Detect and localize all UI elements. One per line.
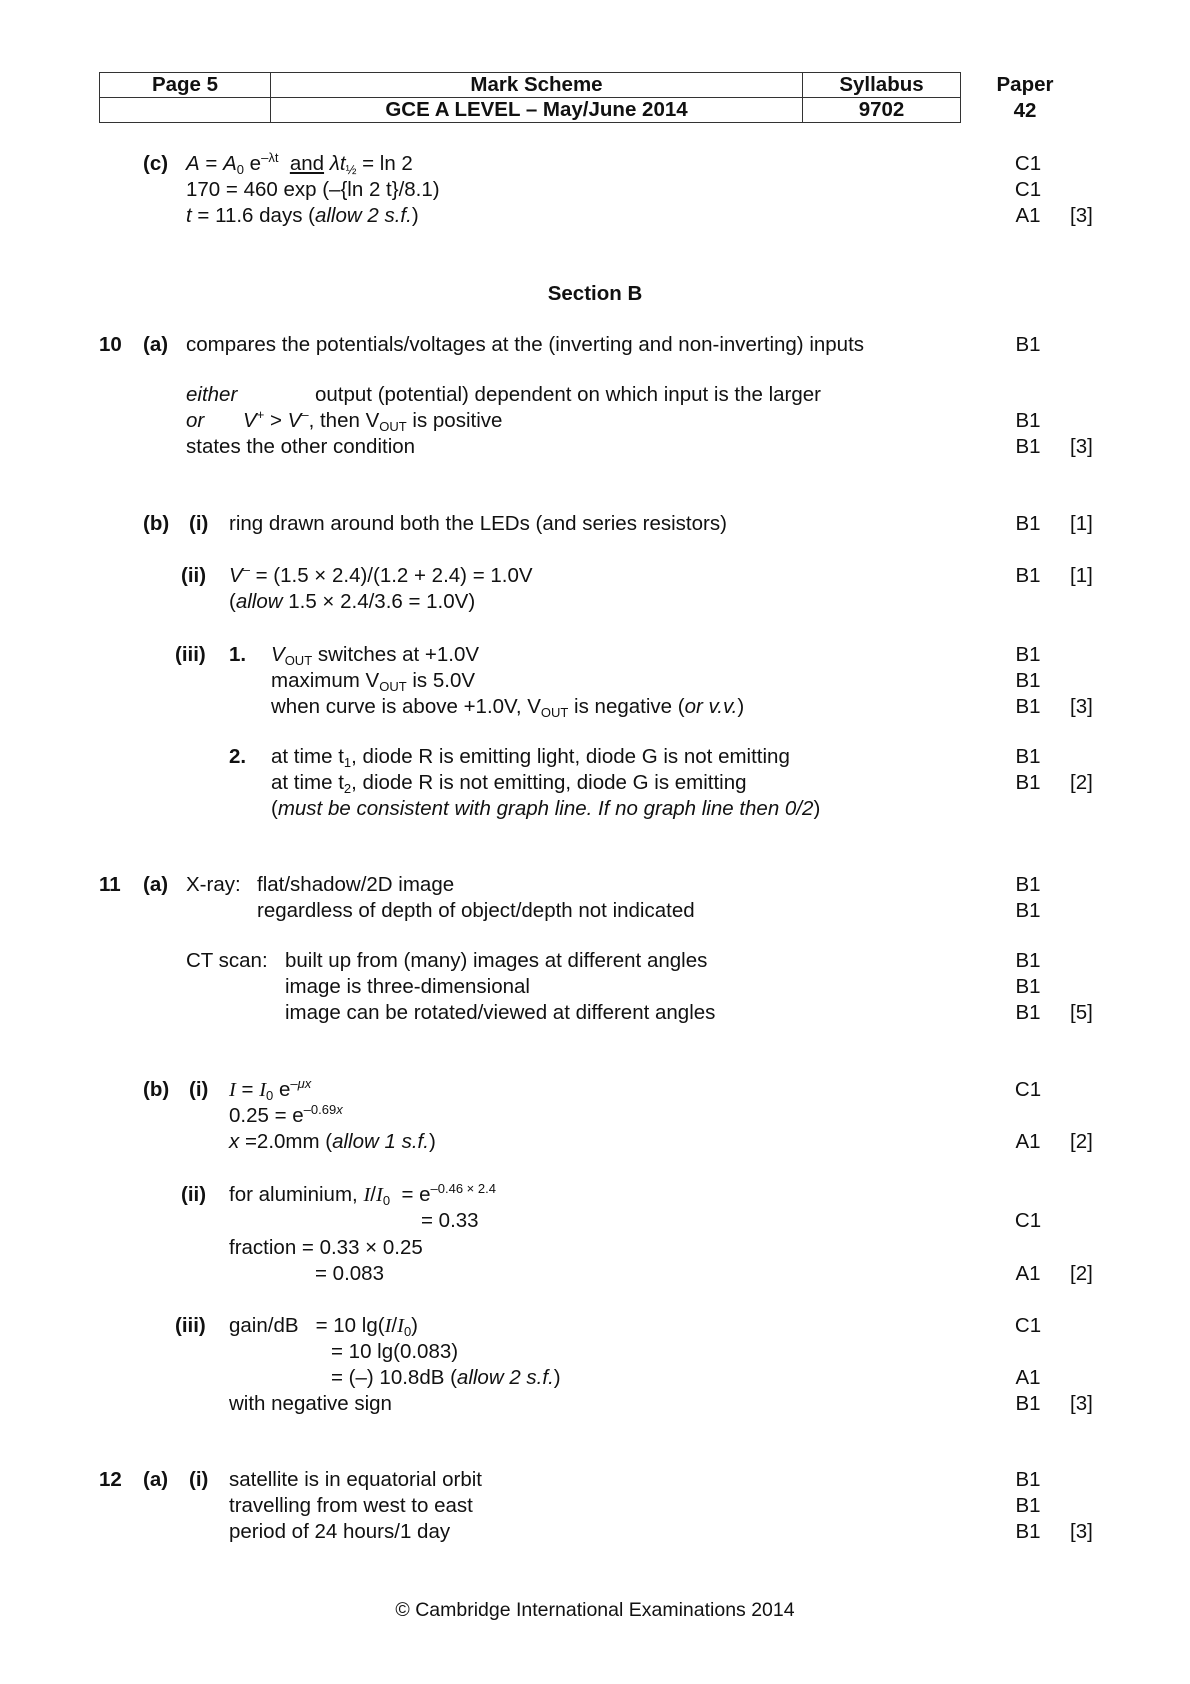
total-marks: [5]	[1070, 1001, 1093, 1024]
part-label: (a)	[143, 873, 169, 896]
total-marks: [3]	[1070, 1520, 1093, 1543]
q10biii2-line1: at time $t_1$, diode R is emitting light, diode G is not emitting	[271, 745, 790, 770]
mark: B1	[1015, 949, 1041, 972]
q10bi-text: ring drawn around both the LEDs (and series resistors)	[229, 512, 727, 535]
q11biii-line3: = (–) 10.8dB (allow 2 s.f.)	[331, 1366, 561, 1389]
part-label: (b)	[143, 512, 170, 535]
q10a-or: or	[186, 409, 205, 432]
mark: B1	[1015, 333, 1041, 356]
item-number: 2.	[229, 745, 247, 768]
total-marks: [3]	[1070, 695, 1093, 718]
section-title: Section B	[547, 282, 643, 305]
page-label: Page 5	[100, 73, 271, 98]
q11a-xray-1: flat/shadow/2D image	[257, 873, 455, 896]
q10a-other: states the other condition	[186, 435, 416, 458]
subpart-label: (ii)	[181, 564, 207, 587]
mark: C1	[1014, 152, 1042, 175]
subpart-label: (i)	[189, 1078, 209, 1101]
q10biii1-line3: when curve is above +1.0V, $V_{OUT}$ is negative (or v.v.)	[271, 695, 745, 720]
total-marks: [3]	[1070, 435, 1093, 458]
q10a-line1: compares the potentials/voltages at the (inverting and non-inverting) inputs	[186, 333, 865, 356]
q10biii2-line3: (must be consistent with graph line. If no graph line then 0/2)	[271, 797, 821, 820]
q9c-and: and	[289, 152, 325, 175]
mark: B1	[1015, 975, 1041, 998]
mark: A1	[1015, 1366, 1041, 1389]
q11biii-line1: gain/dB = 10 $\lg(I/I_0)$	[229, 1314, 418, 1339]
mark: B1	[1015, 873, 1041, 896]
question-number: 10	[99, 333, 122, 356]
q9c-ln2: = ln 2	[356, 152, 413, 175]
mark: C1	[1014, 1078, 1042, 1101]
q11bii-line2: = 0.33	[421, 1209, 479, 1232]
part-label: (b)	[143, 1078, 170, 1101]
mark: B1	[1015, 899, 1041, 922]
mark: B1	[1015, 695, 1041, 718]
mark: B1	[1015, 435, 1041, 458]
total-marks: [2]	[1070, 771, 1093, 794]
q9c-part: (c)	[143, 152, 169, 175]
q10biii1-line2: maximum $V_{OUT}$ is 5.0V	[271, 669, 476, 694]
question-number: 11	[99, 873, 121, 896]
q11a-xray-2: regardless of depth of object/depth not indicated	[257, 899, 695, 922]
total-marks: [2]	[1070, 1262, 1093, 1285]
mark: C1	[1014, 178, 1042, 201]
exam-title: GCE A LEVEL – May/June 2014	[271, 98, 803, 123]
q9c-line2: 170 = 460 exp (–{ln 2 t}/8.1)	[186, 178, 440, 201]
q11a-ct-label: CT scan:	[186, 949, 268, 972]
page-number-cell	[100, 98, 271, 123]
subpart-label: (ii)	[181, 1183, 207, 1206]
subpart-label: (i)	[189, 512, 209, 535]
mark: A1	[1015, 204, 1041, 227]
total-marks: [1]	[1070, 512, 1093, 535]
q11biii-line2: = 10 lg(0.083)	[331, 1340, 459, 1363]
q12ai-line2: travelling from west to east	[229, 1494, 473, 1517]
header-title: Mark Scheme	[271, 73, 803, 98]
q12ai-line1: satellite is in equatorial orbit	[229, 1468, 482, 1491]
q11a-ct-2: image is three-dimensional	[285, 975, 530, 998]
mark: A1	[1015, 1262, 1041, 1285]
mark: B1	[1015, 1001, 1041, 1024]
q11bi-line2: $0.25 = e^{-0.69x}$	[229, 1102, 343, 1127]
q11a-ct-1: built up from (many) images at different angles	[285, 949, 708, 972]
q11bi-line3: x =2.0mm (allow 1 s.f.)	[229, 1130, 436, 1153]
syllabus-label: Syllabus	[803, 73, 961, 98]
q10a-either: either	[186, 383, 238, 406]
mark: B1	[1015, 1494, 1041, 1517]
q10a-either-text: output (potential) dependent on which input is the larger	[315, 383, 822, 406]
q11bii-line3: fraction = 0.33 × 0.25	[229, 1236, 423, 1259]
q11a-ct-3: image can be rotated/viewed at different angles	[285, 1001, 716, 1024]
paper-number: 42	[1013, 99, 1037, 122]
total-marks: [1]	[1070, 564, 1093, 587]
q10biii2-line2: at time $t_2$, diode R is not emitting, diode G is emitting	[271, 771, 747, 796]
q10a-or-text: V+ > V–, then $V_{OUT}$ is positive	[243, 407, 503, 434]
mark: C1	[1014, 1314, 1042, 1337]
mark: A1	[1015, 1130, 1041, 1153]
q11bii-line1: for aluminium, $I/I_0 = e^{-0.46 \times 2.4}$	[229, 1181, 496, 1208]
mark: B1	[1015, 643, 1041, 666]
q10bii-line2: (allow 1.5 × 2.4/3.6 = 1.0V)	[229, 590, 476, 613]
question-number: 12	[99, 1468, 122, 1491]
q9c-line3: t = 11.6 days (allow 2 s.f.)	[186, 204, 419, 227]
subpart-label: (i)	[189, 1468, 209, 1491]
item-number: 1.	[229, 643, 247, 666]
part-label: (a)	[143, 1468, 169, 1491]
mark: B1	[1015, 1468, 1041, 1491]
mark: B1	[1015, 564, 1041, 587]
mark: B1	[1015, 669, 1041, 692]
mark: B1	[1015, 771, 1041, 794]
q12ai-line3: period of 24 hours/1 day	[229, 1520, 451, 1543]
syllabus-code: 9702	[803, 98, 961, 123]
q10bii-line1: V– = (1.5 × 2.4)/(1.2 + 2.4) = 1.0V	[229, 562, 533, 587]
copyright-footer: © Cambridge International Examinations 2014	[395, 1599, 795, 1621]
total-marks: [3]	[1070, 204, 1093, 227]
subpart-label: (iii)	[175, 643, 206, 666]
mark: B1	[1015, 1392, 1041, 1415]
total-marks: [2]	[1070, 1130, 1093, 1153]
header-table	[99, 72, 961, 123]
mark: B1	[1015, 512, 1041, 535]
mark: B1	[1015, 1520, 1041, 1543]
q11biii-line4: with negative sign	[229, 1392, 392, 1415]
q11a-xray-label: X-ray:	[186, 873, 241, 896]
paper-label: Paper	[996, 73, 1054, 96]
mark: C1	[1014, 1209, 1042, 1232]
q10biii1-line1: $V_{OUT}$ switches at +1.0V	[271, 643, 480, 668]
part-label: (a)	[143, 333, 169, 356]
q11bii-line4: = 0.083	[315, 1262, 384, 1285]
q9c-line1: $A = A_0$ $e^{-\lambda t}$ and $\lambda t_{\frac{1}{2}} = \ln 2$	[186, 150, 413, 177]
q11bi-line1: $I = I_0$ $e^{-\mu x}$	[229, 1076, 312, 1103]
subpart-label: (iii)	[175, 1314, 206, 1337]
mark: B1	[1015, 745, 1041, 768]
mark: B1	[1015, 409, 1041, 432]
total-marks: [3]	[1070, 1392, 1093, 1415]
